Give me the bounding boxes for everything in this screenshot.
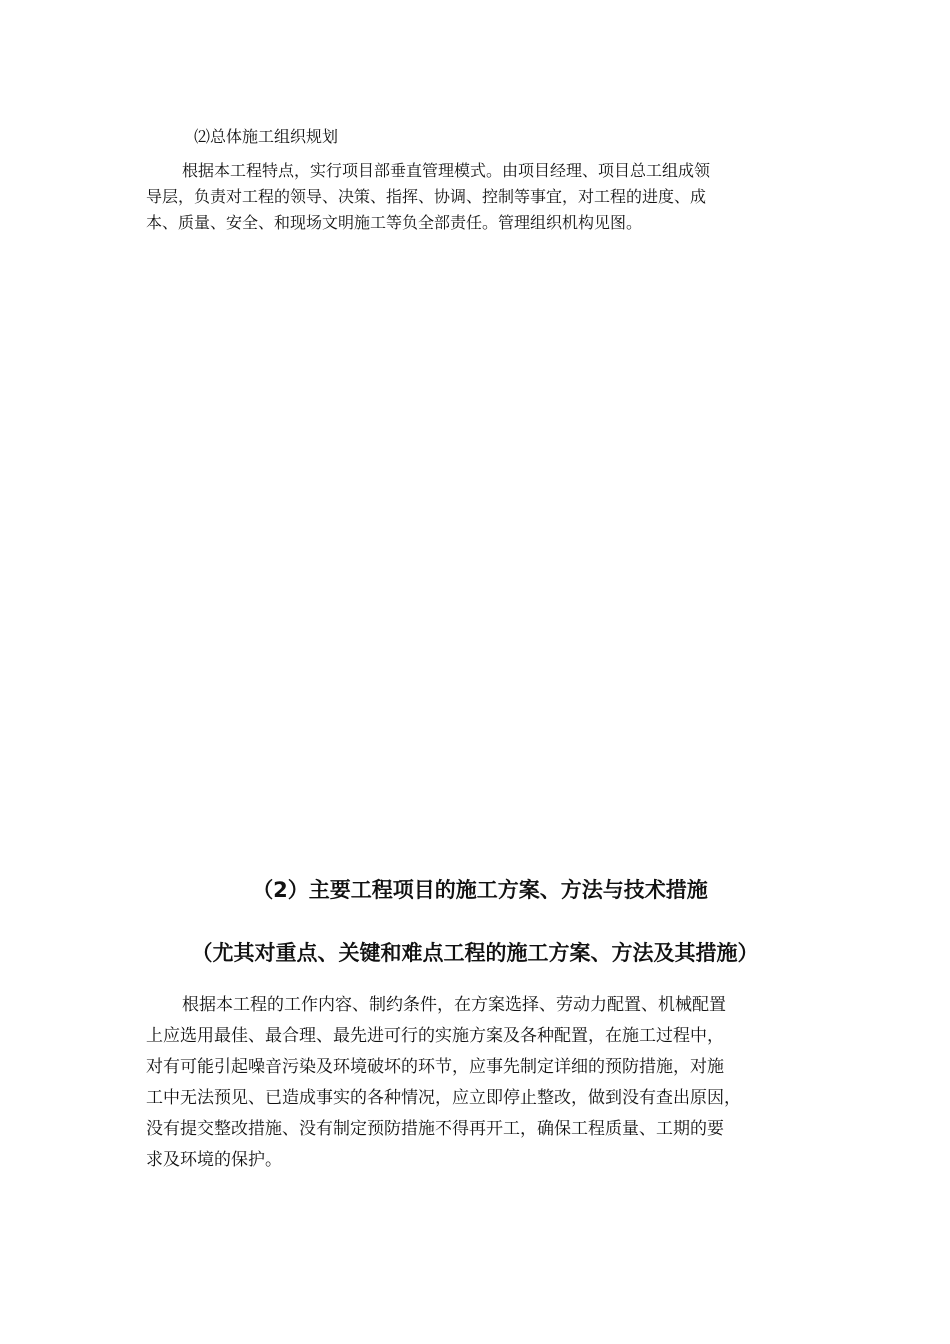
paragraph-line: 对有可能引起噪音污染及环境破坏的环节，应事先制定详细的预防措施，对施 [146, 1057, 724, 1077]
paragraph-line: 导层，负责对工程的领导、决策、指挥、协调、控制等事宜，对工程的进度、成 [146, 187, 707, 206]
chapter-subtitle: （尤其对重点、关键和难点工程的施工方案、方法及其措施） [191, 941, 759, 965]
organization-paragraph [146, 158, 818, 236]
paragraph-line: 没有提交整改措施、没有制定预防措施不得再开工，确保工程质量、工期的要 [146, 1119, 724, 1139]
paragraph-line: 上应选用最佳、最合理、最先进可行的实施方案及各种配置，在施工过程中， [146, 1026, 724, 1046]
chapter-title: （2）主要工程项目的施工方案、方法与技术措施 [252, 878, 708, 902]
paragraph-line: 根据本工程特点，实行项目部垂直管理模式。由项目经理、项目总工组成领 [182, 161, 711, 180]
paragraph-line: 本、质量、安全、和现场文明施工等负全部责任。管理组织机构见图。 [146, 213, 643, 232]
construction-plan-paragraph [146, 990, 818, 1176]
section-subheading: ⑵总体施工组织规划 [194, 127, 339, 146]
paragraph-line: 工中无法预见、已造成事实的各种情况，应立即停止整改，做到没有查出原因， [146, 1088, 741, 1108]
paragraph-line: 根据本工程的工作内容、制约条件，在方案选择、劳动力配置、机械配置 [182, 995, 726, 1015]
paragraph-line: 求及环境的保护。 [146, 1150, 282, 1170]
